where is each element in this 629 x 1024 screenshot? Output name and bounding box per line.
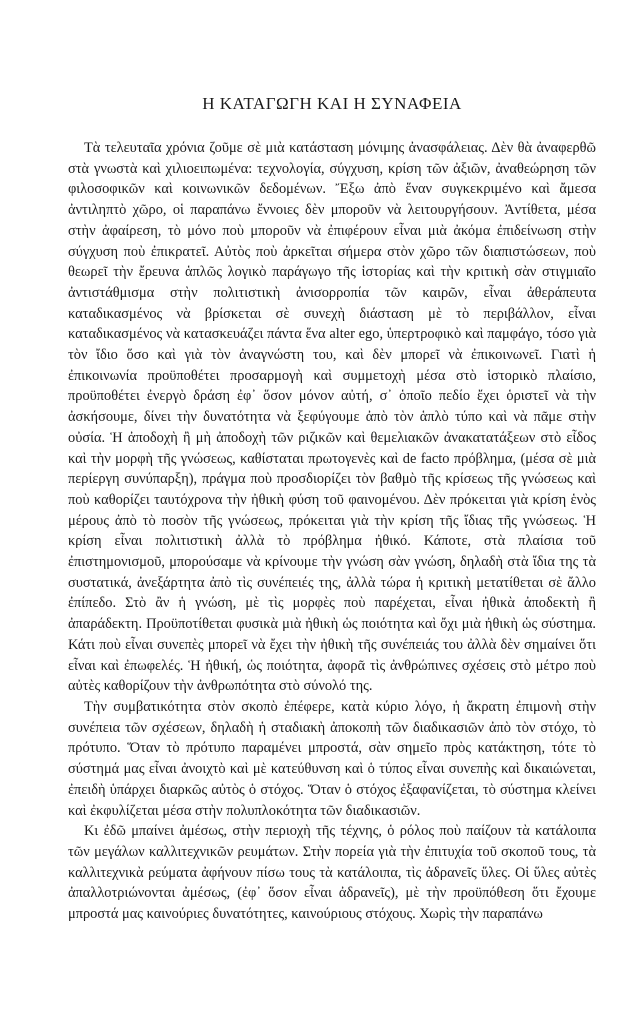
paragraph-3: Κι ἐδῶ μπαίνει ἀμέσως, στὴν περιοχὴ τῆς τέχνης, ὁ ρόλος ποὺ παίζουν τὰ κατάλοιπα τῶν μεγάλων καλλιτεχνικῶν ρευμάτων. Στὴν πορεία γιὰ τὴν ἐπιτυχία τοῦ σκοποῦ τους, τὰ καλλιτεχνικὰ ρεύματα ἀφήνουν πίσω τους τὰ κατάλοιπα, τὶς ἀδρανεῖς ὕλες. Οἱ ὕλες αὐτὲς ἀπαλλοτριώνονται ἀμέσως, (ἐφ᾿ ὅσον εἶναι ἀδρανεῖς), μὲ τὴν προϋπόθεση ὅτι ἔχουμε μπροστά μας καινούριες δυνατότητες, καινούριους στόχους. Χωρὶς τὴν παραπάνω (68, 823, 596, 923)
paragraph-1: Τὰ τελευταῖα χρόνια ζοῦμε σὲ μιὰ κατάσταση μόνιμης ἀνασφάλειας. Δὲν θὰ ἀναφερθῶ στὰ γνωστὰ καὶ χιλιοειπωμένα: τεχνολογία, σύγχυση, κρίση τῶν ἀξιῶν, ἀναθεώρηση τῶν φιλοσοφικῶν καὶ κοινωνικῶν δεδομένων. Ἔξω ἀπὸ ἕναν συγκεκριμένο καὶ ἄμεσα ἀντιληπτὸ χῶρο, οἱ παραπάνω ἔννοιες δὲν μποροῦν νὰ λειτουργήσουν. Ἀντίθετα, μέσα στὴν ἀφαίρεση, τὸ μόνο ποὺ μποροῦν νὰ ἐπιφέρουν εἶναι μιὰ ἀκόμα ἐπιδείνωση στὴν σύγχυση ποὺ ἐπικρατεῖ. Αὐτὸς ποὺ ἀρκεῖται σήμερα στὸν χῶρο τῶν διαπιστώσεων, ποὺ θεωρεῖ τὴν ἔρευνα ἁπλῶς λογικὸ παράγωγο τῆς ἱστορίας καὶ τὴν κριτικὴ σὰν στιγμιαῖο ἀντιστάθμισμα στὴν πολιτιστικὴ ἀνισορροπία τῶν καιρῶν, εἶναι ἀθεράπευτα καταδικασμένος νὰ βρίσκεται σὲ συνεχὴ διάσταση μὲ τὸ περιβάλλον, εἶναι καταδικασμένος νὰ κατασκευάζει πάντα ἕνα alter ego, ὑπερτροφικὸ καὶ παμφάγο, τόσο γιὰ τὸν ἴδιο ὅσο καὶ γιὰ τὸν ἀναγνώστη του, καὶ δὲν μπορεῖ νὰ ἐπικοινωνεῖ. Γιατὶ ἡ ἐπικοινωνία προϋποθέτει προσαρμογὴ καὶ συμμετοχὴ μέσα στὸ ἱστορικὸ πλαίσιο, προϋποθέτει ἐνεργὸ δράση ἐφ᾿ ὅσον μόνον αὐτή, σ᾿ ὁποῖο πεδίο ἔχει ὁριστεῖ νὰ τὴν ἀσκήσουμε, δίνει τὴν δυνατότητα νὰ ξεφύγουμε ἀπὸ τὸν ἁπλὸ τύπο καὶ νὰ πᾶμε στὴν οὐσία. Ἡ ἀποδοχὴ ἢ μὴ ἀποδοχὴ τῶν ριζικῶν καὶ θεμελιακῶν ἀνακατατάξεων στὸ εἶδος καὶ τὴν μορφὴ τῆς γνώσεως, καθίσταται πρωτογενὲς καὶ de facto πρόβλημα, (μέσα σὲ μιὰ περίεργη συνύπαρξη), πράγμα ποὺ προσδιορίζει τὸν βαθμὸ τῆς κρίσεως τῆς γνώσεως καὶ ποὺ καθορίζει ταυτόχρονα τὴν ἠθικὴ φύση τοῦ φαινομένου. Δὲν πρόκειται γιὰ κρίση ἑνὸς μέρους ἀπὸ τὸ ποσὸν τῆς γνώσεως, πρόκειται γιὰ τὴν κρίση τῆς ἴδιας τῆς γνώσεως. Ἡ κρίση εἶναι πολιτιστικὴ ἀλλὰ τὸ πρόβλημα ἠθικό. Κάποτε, στὰ πλαίσια τοῦ ἐπιστημονισμοῦ, μπορούσαμε νὰ κρίνουμε τὴν γνώση σὰν γνώση, δηλαδὴ στὰ ἴδια της τὰ συστατικά, ἀνεξάρτητα ἀπὸ τὶς συνέπειές της, ἀλλὰ τώρα ἡ κριτικὴ μετατίθεται σὲ ἄλλο ἐπίπεδο. Στὸ ἂν ἡ γνώση, μὲ τὶς μορφὲς ποὺ παρέχεται, εἶναι ἠθικὰ ἀποδεκτὴ ἢ ἀπαράδεκτη. Προϋποτίθεται φυσικὰ μιὰ ἠθικὴ ὡς ποιότητα καὶ ὄχι μιὰ ἠθικὴ ὡς σύστημα. Κάτι ποὺ εἶναι συνεπὲς μπορεῖ νὰ ἔχει τὴν ἠθικὴ τῆς συνέπειάς του ἀλλὰ δὲν σημαίνει ὅτι εἶναι καὶ ἐπωφελές. Ἡ ἠθική, ὡς ποιότητα, ἀφορᾶ τὶς ἀνθρώπινες σχέσεις στὸ μέτρο ποὺ αὐτὲς καθορίζουν τὴν ἀνθρωπότητα στὸ σύνολό της. (68, 140, 596, 695)
paragraph-2: Τὴν συμβατικότητα στὸν σκοπὸ ἐπέφερε, κατὰ κύριο λόγο, ἡ ἄκρατη ἐπιμονὴ στὴν συνέπεια τῶν σχέσεων, δηλαδὴ ἡ σταδιακὴ ἀποκοπὴ τῶν διαδικασιῶν ἀπὸ τὸν στόχο, τὸ πρότυπο. Ὅταν τὸ πρότυπο παραμένει μπροστά, σὰν σημεῖο πρὸς κατάκτηση, τότε τὸ σύστημά μας εἶναι ἀνοιχτὸ καὶ μὲ κατεύθυνση καὶ ὁ τύπος εἶναι συνεπὴς καὶ δικαιώνεται, ἐπειδὴ ὑπάρχει διαρκῶς αὐτὸς ὁ στόχος. Ὅταν ὁ στόχος ἐξαφανίζεται, τὸ σύστημα κλείνει καὶ ἐκφυλίζεται μέσα στὴν πολυπλοκότητα τῶν διαδικασιῶν. (68, 698, 596, 819)
document-page (68, 94, 596, 925)
chapter-title: Η ΚΑΤΑΓΩΓΗ ΚΑΙ Η ΣΥΝΑΦΕΙΑ (202, 94, 462, 113)
